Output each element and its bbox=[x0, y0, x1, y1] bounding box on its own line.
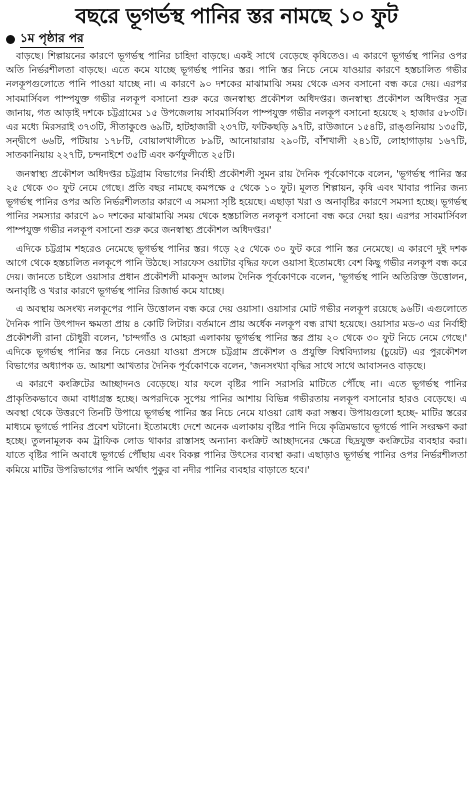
paragraph-3: এদিকে চট্টগ্রাম শহরেও নেমেছে ভূগর্ভস্থ পানির স্তর। গড়ে ২৫ থেকে ৩০ ফুট করে পানি স্তর নেমেছে। এ কারণে দুই দশক আগে থেকে হস্তচালিত নলকূপে পানি উঠছে। সারফেস ওয়াটার বৃদ্ধির ফলে ওয়াসা ইতোমধ্যে বেশ কিছু গভীর নলকূপ বন্ধ করে দেয়। জানতে চাইলে ওয়াসার প্রধান প্রকৌশলী মাকসুদ আলম দৈনিক পূর্বকোণকে বলেন, 'ভূগর্ভস্থ পানি অতিরিক্ত উত্তোলন, অনাবৃষ্টি ও খরার কারণে ভূগর্ভস্থ পানির রিজার্ভ কমে যাচ্ছে। bbox=[6, 243, 467, 298]
headline: বছরে ভূগর্ভস্থ পানির স্তর নামছে ১০ ফুট bbox=[75, 4, 398, 28]
bullet-icon bbox=[6, 35, 15, 44]
paragraph-4: এ অবস্থায় অসংখ্য নলকূপের পানি উত্তোলন বন্ধ করে দেয় ওয়াসা। ওয়াসার মোট গভীর নলকূপ রয়েছে ৯৬টি। এগুলোতে দৈনিক পানি উৎপাদন ক্ষমতা প্রায় ৪ কোটি লিটার। বর্তমানে প্রায় অর্ধেক নলকূপ বন্ধ রাখা হয়েছে। ওয়াসার মড-৩ এর নির্বাহী প্রকৌশলী রানা চৌধুরী বলেন, 'চান্দগাঁও ও মোহরা এলাকায় ভূগর্ভস্থ পানির স্তর প্রায় ২০ থেকে ৩০ ফুট নিচে নেমে গেছে।' এদিকে ভূগর্ভস্থ পানির স্তর নিচে নেওয়া যাওয়া প্রসঙ্গে চট্টগ্রাম প্রকৌশল ও প্রযুক্তি বিশ্ববিদ্যালয় (চুয়েট) এর পুরকৌশল বিভাগের অধ্যাপক ড. আয়শা আখতার দৈনিক পূর্বকোণকে বলেন, 'জনসংখ্যা বৃদ্ধির সাথে সাথে আবাসনও বাড়ছে। bbox=[6, 304, 467, 373]
paragraph-2: জনস্বাস্থ্য প্রকৌশল অধিদপ্তর চট্টগ্রাম বিভাগের নির্বাহী প্রকৌশলী সুমন রায় দৈনিক পূর্বকোণকে বলেন, 'ভূগর্ভস্থ পানির স্তর ২৫ থেকে ৩০ ফুট নেমে গেছে। প্রতি বছর নামছে কমপক্ষে ৫ থেকে ১০ ফুট। মূলত শিল্পায়ন, কৃষি এবং খাবার পানির জন্য ভূগর্ভস্থ পানির ওপর অতি নির্ভরশীলতার কারণে এ সমস্যা সৃষ্টি হয়েছে। এছাড়া খরা ও অনাবৃষ্টির কারণে সমস্যা হচ্ছে। ভূগর্ভস্থ পানির সমস্যার কারণে ৯০ দশকের মাঝামাঝি সময় থেকে হস্তচালিত নলকূপ বসানো বন্ধ করে দেয়া হয়। এরপর সাবমার্সিবল পাম্পযুক্ত গভীর নলকূপ বসানো শুরু করে জনস্বাস্থ্য প্রকৌশল অধিদপ্তর।' bbox=[6, 168, 467, 237]
paragraph-1: বাড়ছে। শিল্পায়নের কারণে ভূগর্ভস্থ পানির চাহিদা বাড়ছে। একই সাথে বেড়েছে কৃষিতেও। এ কারণে ভূগর্ভস্থ পানির ওপর অতি নির্ভরশীলতা বাড়ছে। এতে কমে যাচ্ছে ভূগর্ভস্থ পানির স্তর। পানি স্তর নিচে নেমে যাওয়ার কারণে হস্তচালিত গভীর নলকূপগুলোতে পানি পাওয়া যাচ্ছে না। এ কারণে ৯০ দশকের মাঝামাঝি সময় থেকে এসব বসানো বন্ধ করে দেয়। এরপর সাবমার্সিবল পাম্পযুক্ত গভীর নলকূপ বসানো শুরু করে জনস্বাস্থ্য প্রকৌশল অধিদপ্তর। জনস্বাস্থ্য প্রকৌশল অধিদপ্তর সূত্র জানায়, গত আড়াই দশকে চট্টগ্রামের ১৫ উপজেলায় সাবমার্সিবল পাম্পযুক্ত গভীর নলকূপ বসানো হয়েছে ২ হাজার ৫৮৩টি। এর মধ্যে মিরসরাই ৩৭৩টি, সীতাকুণ্ডে ৬৯টি, হাটহাজারী ২৩৭টি, ফটিকছড়ি ৯৭টি, রাউজানে ১৫৪টি, রাঙ্গুনিয়ায় ১৩৫টি, সন্দ্বীপে ৬৬টি, পটিয়ায় ১৭৮টি, বোয়ালখালীতে ৮৯টি, আনোয়ারায় ২৯০টি, বাঁশখালী ২৪১টি, লোহাগাড়ায় ১৬৭টি, সাতকানিয়ায় ২২৭টি, চন্দনাইশে ৩৫টি এবং কর্ণফুলীতে ২৫টি। bbox=[6, 51, 467, 162]
article-body bbox=[6, 50, 467, 478]
continuation-label: ১ম পৃষ্ঠার পর bbox=[20, 31, 84, 48]
paragraph-5: এ কারণে কংক্রিটের আচ্ছাদনও বেড়েছে। যার ফলে বৃষ্টির পানি সরাসরি মাটিতে পৌঁছে না। এতে ভূগর্ভস্থ পানির প্রাকৃতিকভাবে জমা বাধাগ্রস্ত হচ্ছে। অপরদিকে সুপেয় পানির আশায় বিভিন্ন গভীরতায় নলকূপ বসানোর হারও বেড়েছে। এ অবস্থা থেকে উত্তরণে তিনটি উপায়ে ভূগর্ভস্থ পানির স্তর নিচে নেমে যাওয়া রোধ করা সম্ভব। উপায়গুলো হচ্ছে- মাটির স্তরের মাধ্যমে ভূগর্ভে পানির প্রবেশ ঘটানো। ইতোমধ্যে দেশে অনেক এলাকায় বৃষ্টির পানি দিয়ে কৃত্রিমভাবে ভূগর্ভে পানি সংরক্ষণ করা হচ্ছে। তুলনামূলক কম ট্রাফিক লোড থাকার রাস্তাসহ অন্যান্য কংক্রিট আচ্ছাদনের ক্ষেত্রে ছিদ্রযুক্ত কংক্রিটের ব্যবহার করা। যাতে বৃষ্টির পানি অবাধে ভূগর্ভে পৌঁছায় এবং বিকল্প পানির উৎসের ব্যবস্থা করা। এছাড়াও ভূগর্ভস্থ পানির ওপর নির্ভরশীলতা কমিয়ে মাটির উপরিভাগের পানি অর্থাৎ পুকুর বা নদীর পানির ব্যবহার বাড়াতে হবে।' bbox=[6, 379, 467, 476]
continuation-line bbox=[6, 31, 467, 48]
